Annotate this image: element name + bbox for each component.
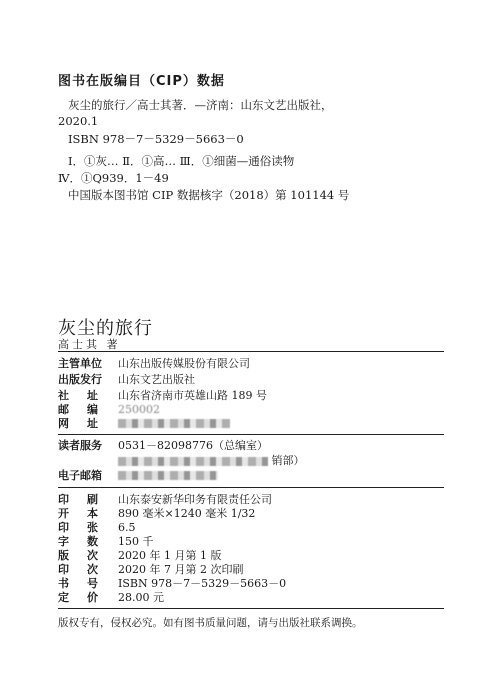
row-label: 邮编 bbox=[58, 403, 116, 416]
row-value bbox=[118, 417, 230, 430]
row-label: 版次 bbox=[58, 549, 116, 562]
row-label: 印张 bbox=[58, 521, 116, 534]
row-value: 山东文艺出版社 bbox=[118, 373, 195, 386]
print-row bbox=[58, 506, 255, 520]
redacted-block bbox=[118, 457, 268, 466]
row-value: 250002 bbox=[118, 402, 160, 416]
print-row bbox=[58, 590, 164, 604]
cip-line-record-number: 中国版本图书馆 CIP 数据核字（2018）第 101144 号 bbox=[68, 188, 350, 202]
publisher-row bbox=[58, 402, 160, 416]
row-label: 字数 bbox=[58, 535, 116, 548]
row-label: 电子邮箱 bbox=[58, 469, 102, 482]
row-label: 社址 bbox=[58, 389, 116, 402]
divider bbox=[58, 351, 444, 352]
print-row bbox=[58, 562, 243, 576]
divider bbox=[58, 487, 444, 488]
contact-row bbox=[58, 468, 218, 482]
row-value: 28.00 元 bbox=[118, 591, 164, 604]
publisher-row bbox=[58, 416, 230, 430]
copyright-notice: 版权专有，侵权必究。如有图书质量问题，请与出版社联系调换。 bbox=[58, 617, 363, 629]
row-value: 6.5 bbox=[118, 520, 136, 534]
print-row bbox=[58, 534, 154, 548]
book-author: 高士其 著 bbox=[58, 338, 121, 351]
row-value: 山东省济南市英雄山路 189 号 bbox=[118, 389, 267, 402]
row-value: ISBN 978－7－5329－5663－0 bbox=[118, 577, 287, 590]
publisher-row bbox=[58, 372, 195, 386]
redacted-block bbox=[118, 419, 230, 428]
divider bbox=[58, 434, 444, 435]
publisher-row bbox=[58, 356, 250, 370]
cip-line-isbn: ISBN 978－7－5329－5663－0 bbox=[68, 132, 244, 146]
cip-line-classification: Ⅳ．①Q939．1－49 bbox=[58, 171, 169, 185]
cip-line-year: 2020.1 bbox=[58, 114, 99, 128]
row-value bbox=[118, 452, 305, 468]
contact-row bbox=[58, 453, 305, 467]
row-label: 印次 bbox=[58, 563, 116, 576]
book-title: 灰尘的旅行 bbox=[58, 318, 153, 339]
cip-heading: 图书在版编目（CIP）数据 bbox=[58, 74, 225, 89]
contact-row bbox=[58, 438, 268, 452]
redacted-block bbox=[118, 471, 218, 480]
row-value: 山东泰安新华印务有限责任公司 bbox=[118, 493, 272, 506]
print-row bbox=[58, 520, 136, 534]
row-label: 网址 bbox=[58, 417, 116, 430]
print-row bbox=[58, 492, 272, 506]
row-value bbox=[118, 469, 218, 482]
row-value: 150 千 bbox=[118, 535, 154, 548]
row-value: 2020 年 1 月第 1 版 bbox=[118, 549, 222, 562]
row-label: 书号 bbox=[58, 577, 116, 590]
row-label: 印刷 bbox=[58, 493, 116, 506]
row-value: 2020 年 7 月第 2 次印刷 bbox=[118, 563, 244, 576]
publisher-row bbox=[58, 388, 267, 402]
row-value-text: 销部） bbox=[271, 454, 305, 467]
print-row bbox=[58, 548, 221, 562]
row-label: 定价 bbox=[58, 591, 116, 604]
cip-line-subjects: Ⅰ．①灰… Ⅱ．①高… Ⅲ．①细菌—通俗读物 bbox=[68, 154, 295, 168]
row-label: 读者服务 bbox=[58, 439, 102, 452]
row-label: 开本 bbox=[58, 507, 116, 520]
row-value: 890 毫米×1240 毫米 1/32 bbox=[118, 507, 256, 520]
row-value: 0531－82098776（总编室） bbox=[118, 439, 268, 452]
row-value: 山东出版传媒股份有限公司 bbox=[118, 357, 250, 370]
divider bbox=[58, 608, 444, 609]
print-row bbox=[58, 576, 286, 590]
row-label: 主管单位 bbox=[58, 357, 102, 370]
row-label: 出版发行 bbox=[58, 373, 102, 386]
cip-line-title: 灰尘的旅行／高士其著．—济南：山东文艺出版社， bbox=[68, 98, 333, 112]
